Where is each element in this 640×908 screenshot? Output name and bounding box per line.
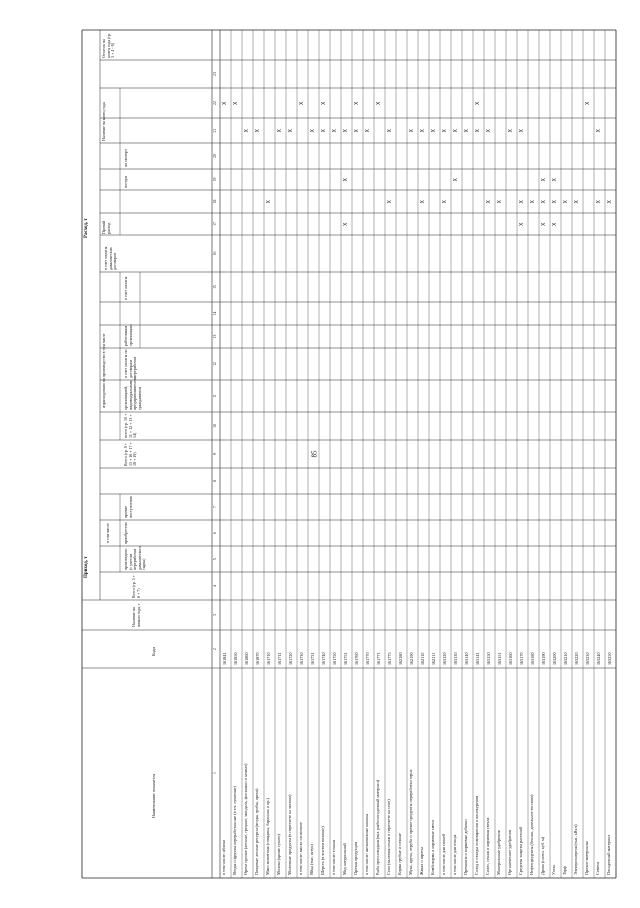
cross-mark: X — [376, 101, 382, 105]
cross-mark: X — [563, 200, 569, 204]
row-name: Яйца (тыс. штук) — [308, 844, 314, 875]
header-opening-balance: Наличие на начало года, т — [131, 603, 141, 627]
row-name: Торф — [561, 865, 567, 875]
column-number: 2 — [213, 648, 217, 650]
row-code: 161720 — [287, 652, 293, 665]
statistical-form-table — [62, 30, 622, 878]
row-code: 163210 — [562, 652, 568, 665]
cross-mark: X — [387, 200, 393, 204]
row-code: 163130 — [452, 652, 458, 665]
column-number: 19 — [213, 177, 217, 182]
header-name: Наименование показателя — [151, 773, 156, 818]
header-produced: произведено (с учетом переработки давальческого сырья) — [123, 546, 147, 570]
row-code: 161710 — [265, 652, 271, 665]
column-number: 6 — [213, 532, 217, 534]
header-code: Коды — [151, 646, 156, 656]
header-used-on-production: израсходовано на производство в том числе — [101, 333, 106, 408]
row-code: 163190 — [540, 652, 546, 665]
row-code: 163200 — [551, 652, 557, 665]
header-stock-end: Наличие на конец года — [101, 102, 106, 141]
cross-mark: X — [387, 129, 393, 133]
header-own-enterprise: организацией, индивидуальным предпринимателем, гражданином — [123, 376, 142, 410]
row-code: 163170 — [518, 652, 524, 665]
cross-mark: X — [233, 101, 239, 105]
row-name: Сено (включая сенаж в пересчете на сено) — [385, 799, 391, 875]
cross-mark: X — [420, 200, 426, 204]
row-code: 161850 — [232, 652, 238, 665]
cross-mark: X — [321, 129, 327, 133]
row-name: в том числе для птицы — [451, 834, 457, 875]
row-code: 161750 — [331, 652, 337, 665]
cross-mark: X — [365, 129, 371, 133]
header-sold-in: в счет оплаты давальческих договоров — [103, 246, 118, 270]
cross-mark: X — [475, 129, 481, 133]
row-code: 162110 — [419, 652, 425, 665]
column-number: 4 — [213, 585, 217, 587]
row-name: Мясо животных (говядина, баранина и пр.) — [264, 798, 270, 875]
cross-mark: X — [343, 178, 349, 182]
cross-mark: X — [475, 101, 481, 105]
row-code: 163220 — [573, 652, 579, 665]
header-processing-contract: в счет оплаты по договорам переработки — [123, 349, 138, 378]
row-name: Уголь — [550, 864, 556, 875]
cross-mark: X — [255, 129, 261, 133]
cross-mark: X — [585, 101, 591, 105]
row-code: 161860 — [243, 652, 249, 665]
cross-mark: X — [453, 178, 459, 182]
column-number: 14 — [213, 311, 217, 316]
section-expense-title: Расход, т — [84, 218, 89, 238]
row-code: 163250 — [606, 652, 612, 665]
row-code: 163160 — [507, 652, 513, 665]
row-name: в том числе: яблоки — [220, 839, 226, 875]
column-number: 3 — [213, 614, 217, 616]
row-code: 161770 — [364, 652, 370, 665]
row-code: 161711 — [276, 652, 282, 665]
header-purchased: приобретено — [123, 522, 128, 544]
row-name: в том числе: шелковичные коконы — [363, 813, 369, 875]
header-natural-pay: в счет оплаты — [123, 276, 128, 300]
section-income-title: Приход, т — [84, 556, 89, 578]
cross-mark: X — [277, 129, 283, 133]
row-name: Минеральные удобрения — [495, 830, 501, 875]
cross-mark: X — [420, 129, 426, 133]
cross-mark: X — [442, 129, 448, 133]
header-export: на экспорт — [123, 148, 128, 167]
row-name: Молочные продукты (в пересчете на молоко) — [286, 794, 292, 875]
column-number: 22 — [213, 101, 217, 105]
cross-mark: X — [354, 129, 360, 133]
row-name: Семена — [594, 861, 600, 875]
page-number: 85 — [310, 450, 319, 458]
header-residue: Остаток на конец года (гр. 3 + 4 - 8) — [101, 32, 116, 58]
column-number: 12 — [213, 362, 217, 366]
row-name: Орехи прочие (лесные, грецкие, миндаль, фисташки и кешью) — [242, 763, 248, 875]
column-number: 8 — [213, 480, 217, 482]
row-name: Прочие материалы — [583, 841, 589, 875]
row-code: 161730 — [298, 652, 304, 665]
cross-mark: X — [299, 101, 305, 105]
column-number: 9 — [213, 453, 217, 455]
column-number: 16 — [213, 251, 217, 256]
column-number: 5 — [213, 558, 217, 560]
cross-mark: X — [343, 222, 349, 226]
cross-mark: X — [310, 129, 316, 133]
row-name: Посадочный материал — [605, 835, 611, 875]
row-code: 163141 — [474, 652, 480, 665]
row-name: в том числе: тонкая — [330, 840, 336, 875]
column-number: 21 — [213, 128, 217, 133]
cross-mark: X — [541, 178, 547, 182]
row-code: 161731 — [309, 652, 315, 665]
row-name: Электроэнергия (тыс. кВт.ч) — [572, 824, 578, 875]
row-name: Силос, сенаж и кормовая свекла — [484, 817, 490, 875]
column-number: 10 — [213, 424, 217, 428]
cross-mark: X — [541, 200, 547, 204]
row-code: 161740 — [320, 652, 326, 665]
row-name: Мед натуральный — [341, 843, 347, 875]
row-code: 161775 — [386, 652, 392, 665]
row-name: Шерсть (в чистом волокне) — [319, 826, 325, 875]
row-code: 162180 — [397, 652, 403, 665]
cross-mark: X — [453, 129, 459, 133]
row-code: 163150 — [485, 652, 491, 665]
cross-mark: X — [354, 101, 360, 105]
cross-mark: X — [288, 129, 294, 133]
column-number: 7 — [213, 506, 217, 508]
column-number: 18 — [213, 199, 217, 204]
cross-mark: X — [530, 200, 536, 204]
cross-mark: X — [431, 129, 437, 133]
row-code: 163151 — [496, 652, 502, 665]
column-number: 1 — [213, 772, 217, 774]
row-code: 161771 — [375, 652, 381, 665]
row-name: Рыба пресноводная (вкл. рыбопосадочный материал) — [374, 779, 380, 875]
row-name: в том числе для свиней — [440, 833, 446, 875]
cross-mark: X — [497, 200, 503, 204]
row-code: 163120 — [441, 652, 447, 665]
cross-mark: X — [343, 129, 349, 133]
cross-mark: X — [607, 200, 613, 204]
header-losses: потери — [123, 176, 128, 188]
row-code: 163180 — [529, 652, 535, 665]
row-code: 161760 — [353, 652, 359, 665]
row-name: Пищевые лесные ресурсы (ягоды, грибы, орехи) — [253, 788, 259, 875]
column-number: 11 — [213, 394, 217, 398]
row-name: Прочая продукция — [352, 841, 358, 875]
cross-mark: X — [596, 200, 602, 204]
cross-mark: X — [519, 200, 525, 204]
header-income-of-which: в том числе — [105, 523, 110, 543]
row-name: в том числе: масло сливочное — [297, 822, 303, 875]
row-code: 163230 — [584, 652, 590, 665]
cross-mark: X — [222, 101, 228, 105]
cross-mark: X — [244, 129, 250, 133]
cross-mark: X — [266, 200, 272, 204]
cross-mark: X — [552, 178, 558, 182]
header-income-total: Всего (гр. 5 + 6 + 7) — [131, 574, 141, 598]
row-name: Средства защиты растений — [517, 826, 523, 875]
row-name: Молоко (кроме сухого) — [275, 834, 281, 875]
row-name: Корма грубые и сочные — [396, 832, 402, 875]
cross-mark: X — [552, 222, 558, 226]
cross-mark: X — [332, 129, 338, 133]
row-code: 163240 — [595, 652, 601, 665]
row-name: Органические удобрения — [506, 830, 512, 875]
column-number: 23 — [213, 72, 217, 76]
cross-mark: X — [541, 222, 547, 226]
cross-mark: X — [321, 101, 327, 105]
row-code: 162111 — [430, 652, 436, 665]
column-number: 13 — [213, 334, 217, 339]
row-code: 163140 — [463, 652, 469, 665]
header-other-income: прочие поступления — [123, 496, 133, 518]
row-name: Ягоды и фрукты переработанные (в т.ч. сушеные) — [231, 786, 237, 875]
header-workers: работникам организации — [123, 324, 133, 346]
row-name: Нефтепродукты (бензин, дизельное топливо) — [528, 794, 534, 875]
cross-mark: X — [519, 222, 525, 226]
row-code: 162190 — [408, 652, 414, 665]
row-name: Премиксы и кормовые добавки — [462, 819, 468, 875]
header-expense-total: Всего (гр. 9 + 15 + 16 + 17 + 18 + 19) — [123, 442, 138, 466]
header-other-expense: Прочий расход — [101, 220, 111, 234]
cross-mark: X — [486, 200, 492, 204]
row-name: Дрова (плотн. куб. м) — [539, 836, 545, 875]
row-name: Жмых и шроты — [418, 847, 424, 875]
cross-mark: X — [574, 200, 580, 204]
row-name: Мука, крупа, отруби и прочие продукты переработки зерна — [407, 769, 413, 875]
cross-mark: X — [486, 129, 492, 133]
header-used-total: всего (гр. 10 + 11 + 12 + 13 + 14) — [123, 413, 138, 438]
row-code: 161870 — [254, 652, 260, 665]
column-number: 15 — [213, 285, 217, 289]
cross-mark: X — [409, 129, 415, 133]
column-number: 20 — [213, 154, 217, 158]
cross-mark: X — [464, 129, 470, 133]
cross-mark: X — [552, 200, 558, 204]
cross-mark: X — [519, 129, 525, 133]
cross-mark: X — [596, 129, 602, 133]
cross-mark: X — [508, 129, 514, 133]
row-name: Солод и отходы пивоварения и винокурения — [473, 795, 479, 875]
row-code: 161751 — [342, 652, 348, 665]
row-name: Комбикорма и кормовые смеси — [429, 819, 435, 875]
cross-mark: X — [442, 200, 448, 204]
column-number: 17 — [213, 222, 217, 226]
row-code: 161841 — [221, 652, 227, 665]
